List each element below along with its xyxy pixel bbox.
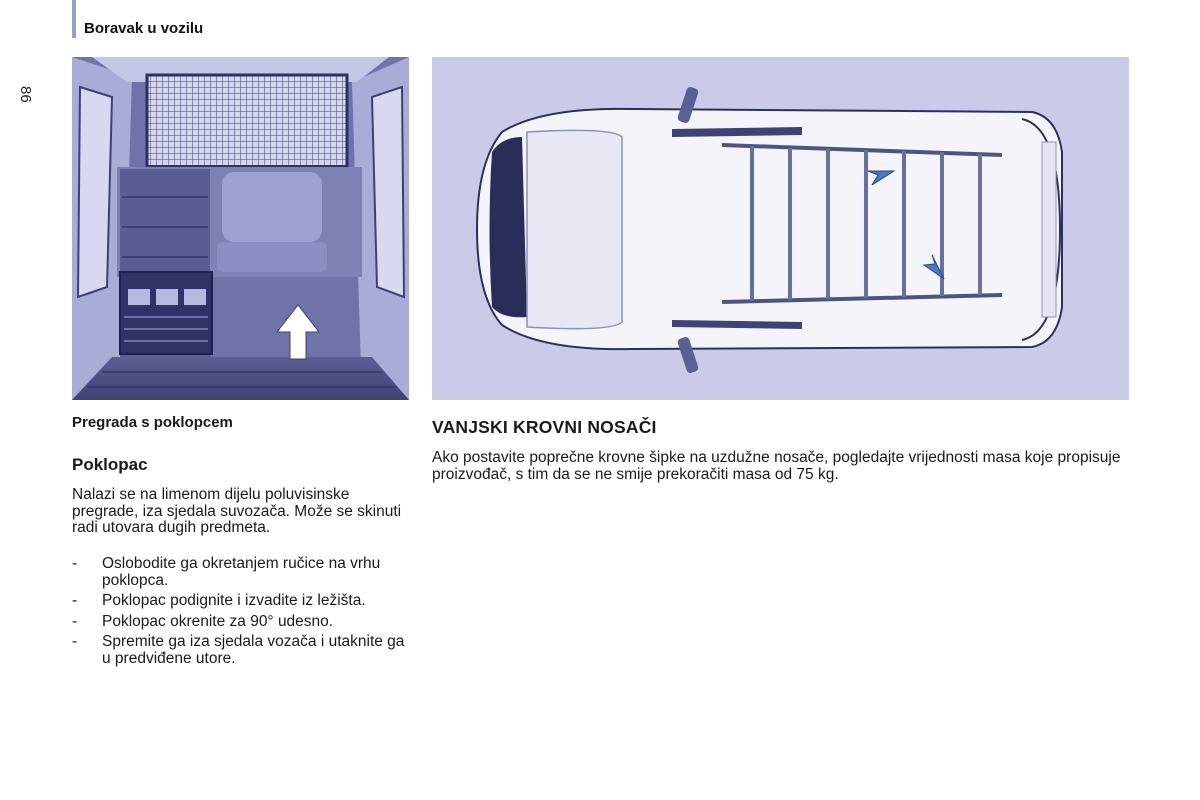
bullet-marker: -: [72, 633, 78, 650]
list-item-text: Oslobodite ga okretanjem ručice na vrhu poklopca.: [102, 555, 381, 589]
list-item: [72, 614, 417, 631]
subsection-heading: Poklopac: [72, 455, 148, 474]
list-item: [72, 556, 417, 589]
partition-hatch-illustration: [72, 57, 409, 400]
instruction-list: [72, 556, 417, 671]
bullet-marker: -: [72, 592, 78, 609]
section-heading: VANJSKI KROVNI NOSAČI: [432, 417, 657, 437]
body-paragraph: Nalazi se na limenom dijelu poluvisinske pregrade, iza sjedala suvozača. Može se skinuti radi utovara dugih predmeta.: [72, 486, 402, 536]
list-item-text: Spremite ga iza sjedala vozača i utaknite ga u predviđene utore.: [102, 633, 405, 667]
list-item: [72, 634, 417, 667]
roof-rack-illustration: [432, 57, 1129, 400]
bullet-marker: -: [72, 555, 78, 572]
section-title: Boravak u vozilu: [84, 20, 204, 37]
page-number: 86: [17, 86, 34, 103]
bullet-marker: -: [72, 612, 78, 630]
header-accent-bar: [72, 0, 76, 38]
list-item: [72, 593, 417, 610]
figure-caption: Pregrada s poklopcem: [72, 414, 233, 431]
list-item-text: Poklopac okrenite za 90° udesno.: [102, 612, 334, 630]
section-paragraph: Ako postavite poprečne krovne šipke na uzdužne nosače, pogledajte vrijednosti masa koje propisuje proizvođač, s tim da se ne smije prekoračiti masa od 75 kg.: [432, 449, 1121, 483]
list-item-text: Poklopac podignite i izvadite iz ležišta.: [102, 592, 366, 609]
